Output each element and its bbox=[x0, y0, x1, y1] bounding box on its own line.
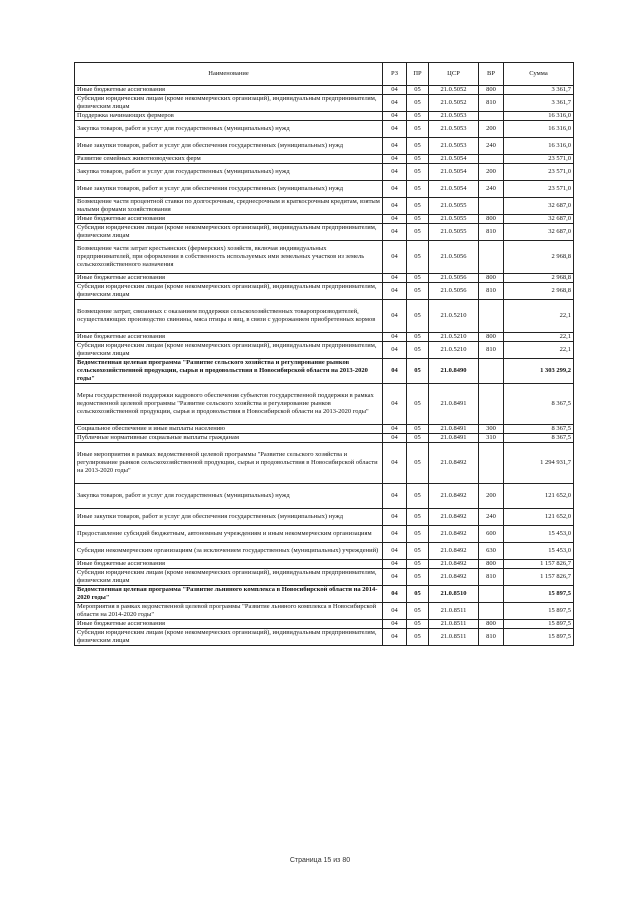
row-name-cell: Субсидии юридическим лицам (кроме некоммерческих организаций), индивидуальным предпринимателям, физическим лицам bbox=[75, 569, 383, 586]
row-rz-cell: 04 bbox=[383, 138, 407, 155]
row-name-cell: Иные бюджетные ассигнования bbox=[75, 274, 383, 283]
row-name-cell: Публичные нормативные социальные выплаты гражданам bbox=[75, 434, 383, 443]
row-pr-cell: 05 bbox=[407, 342, 429, 359]
row-sum-cell: 1 303 299,2 bbox=[504, 359, 574, 384]
header-csr: ЦСР bbox=[429, 63, 479, 86]
table-body bbox=[75, 86, 574, 646]
header-pr: ПР bbox=[407, 63, 429, 86]
table-row bbox=[75, 569, 574, 586]
row-rz-cell: 04 bbox=[383, 300, 407, 333]
row-sum-cell: 23 571,0 bbox=[504, 164, 574, 181]
row-pr-cell: 05 bbox=[407, 95, 429, 112]
row-name-cell: Субсидии некоммерческим организациям (за исключением государственных (муниципальных) учреждений) bbox=[75, 543, 383, 560]
row-csr-cell: 21.0.5056 bbox=[429, 283, 479, 300]
row-vr-cell: 810 bbox=[479, 224, 504, 241]
row-csr-cell: 21.0.5056 bbox=[429, 274, 479, 283]
row-name-cell: Субсидии юридическим лицам (кроме некоммерческих организаций), индивидуальным предпринимателям, физическим лицам bbox=[75, 342, 383, 359]
row-pr-cell: 05 bbox=[407, 86, 429, 95]
row-vr-cell bbox=[479, 586, 504, 603]
row-sum-cell: 22,1 bbox=[504, 333, 574, 342]
row-csr-cell: 21.0.8492 bbox=[429, 509, 479, 526]
row-sum-cell: 16 316,0 bbox=[504, 138, 574, 155]
row-pr-cell: 05 bbox=[407, 384, 429, 425]
row-name-cell: Иные мероприятия в рамках ведомственной целевой программы "Развитие сельского хозяйства и регулирование рынков сельскохозяйственной продукции, сырья и продовольствия в Новосибирской области на 2013-2020 годы" bbox=[75, 443, 383, 484]
table-row bbox=[75, 560, 574, 569]
header-sum: Сумма bbox=[504, 63, 574, 86]
row-csr-cell: 21.0.5053 bbox=[429, 121, 479, 138]
row-sum-cell: 3 361,7 bbox=[504, 86, 574, 95]
row-sum-cell: 3 361,7 bbox=[504, 95, 574, 112]
row-rz-cell: 04 bbox=[383, 181, 407, 198]
row-csr-cell: 21.0.5210 bbox=[429, 300, 479, 333]
row-csr-cell: 21.0.5053 bbox=[429, 112, 479, 121]
row-pr-cell: 05 bbox=[407, 138, 429, 155]
row-rz-cell: 04 bbox=[383, 342, 407, 359]
row-pr-cell: 05 bbox=[407, 181, 429, 198]
row-sum-cell: 23 571,0 bbox=[504, 155, 574, 164]
row-name-cell: Закупка товаров, работ и услуг для государственных (муниципальных) нужд bbox=[75, 164, 383, 181]
row-sum-cell: 121 652,0 bbox=[504, 509, 574, 526]
row-pr-cell: 05 bbox=[407, 241, 429, 274]
row-csr-cell: 21.0.5210 bbox=[429, 342, 479, 359]
row-pr-cell: 05 bbox=[407, 484, 429, 509]
row-name-cell: Иные закупки товаров, работ и услуг для обеспечения государственных (муниципальных) нужд bbox=[75, 181, 383, 198]
row-rz-cell: 04 bbox=[383, 620, 407, 629]
table-row bbox=[75, 443, 574, 484]
row-csr-cell: 21.0.8492 bbox=[429, 526, 479, 543]
row-csr-cell: 21.0.5052 bbox=[429, 86, 479, 95]
table-row bbox=[75, 121, 574, 138]
row-pr-cell: 05 bbox=[407, 300, 429, 333]
row-name-cell: Меры государственной поддержки кадрового обеспечения субъектов государственной поддержки в рамках ведомственной целевой программы "Развитие сельского хозяйства и регулирование рынков сельскохозяйственной продукции, сырья и продовольствия в Новосибирской области на 2013-2020 годы" bbox=[75, 384, 383, 425]
table-row bbox=[75, 224, 574, 241]
row-vr-cell: 300 bbox=[479, 425, 504, 434]
row-pr-cell: 05 bbox=[407, 560, 429, 569]
table-row bbox=[75, 198, 574, 215]
row-pr-cell: 05 bbox=[407, 434, 429, 443]
row-rz-cell: 04 bbox=[383, 95, 407, 112]
row-sum-cell: 15 897,5 bbox=[504, 603, 574, 620]
row-name-cell: Субсидии юридическим лицам (кроме некоммерческих организаций), индивидуальным предпринимателям, физическим лицам bbox=[75, 95, 383, 112]
row-csr-cell: 21.0.8490 bbox=[429, 359, 479, 384]
row-pr-cell: 05 bbox=[407, 274, 429, 283]
table-row bbox=[75, 112, 574, 121]
row-sum-cell: 1 157 826,7 bbox=[504, 569, 574, 586]
table-row bbox=[75, 274, 574, 283]
table-row bbox=[75, 629, 574, 646]
table-row bbox=[75, 155, 574, 164]
table-row bbox=[75, 215, 574, 224]
row-csr-cell: 21.0.5055 bbox=[429, 198, 479, 215]
row-rz-cell: 04 bbox=[383, 283, 407, 300]
row-pr-cell: 05 bbox=[407, 526, 429, 543]
row-csr-cell: 21.0.8491 bbox=[429, 434, 479, 443]
row-rz-cell: 04 bbox=[383, 333, 407, 342]
row-pr-cell: 05 bbox=[407, 359, 429, 384]
row-vr-cell: 800 bbox=[479, 620, 504, 629]
row-vr-cell: 800 bbox=[479, 333, 504, 342]
row-csr-cell: 21.0.5054 bbox=[429, 155, 479, 164]
row-vr-cell: 810 bbox=[479, 95, 504, 112]
row-vr-cell: 310 bbox=[479, 434, 504, 443]
row-pr-cell: 05 bbox=[407, 425, 429, 434]
row-vr-cell: 810 bbox=[479, 629, 504, 646]
table-row bbox=[75, 434, 574, 443]
table-row bbox=[75, 509, 574, 526]
row-csr-cell: 21.0.8491 bbox=[429, 425, 479, 434]
row-pr-cell: 05 bbox=[407, 224, 429, 241]
row-pr-cell: 05 bbox=[407, 543, 429, 560]
table-row bbox=[75, 164, 574, 181]
table-row bbox=[75, 620, 574, 629]
row-vr-cell bbox=[479, 300, 504, 333]
row-sum-cell: 15 897,5 bbox=[504, 620, 574, 629]
header-name: Наименование bbox=[75, 63, 383, 86]
table-row bbox=[75, 283, 574, 300]
row-name-cell: Субсидии юридическим лицам (кроме некоммерческих организаций), индивидуальным предпринимателям, физическим лицам bbox=[75, 283, 383, 300]
row-csr-cell: 21.0.8510 bbox=[429, 586, 479, 603]
row-vr-cell bbox=[479, 384, 504, 425]
row-csr-cell: 21.0.8492 bbox=[429, 560, 479, 569]
row-vr-cell: 600 bbox=[479, 526, 504, 543]
table-row bbox=[75, 241, 574, 274]
row-rz-cell: 04 bbox=[383, 215, 407, 224]
row-rz-cell: 04 bbox=[383, 560, 407, 569]
row-csr-cell: 21.0.5055 bbox=[429, 224, 479, 241]
row-rz-cell: 04 bbox=[383, 224, 407, 241]
row-vr-cell: 810 bbox=[479, 283, 504, 300]
row-sum-cell: 2 968,8 bbox=[504, 283, 574, 300]
header-vr: ВР bbox=[479, 63, 504, 86]
table-row bbox=[75, 181, 574, 198]
row-csr-cell: 21.0.8492 bbox=[429, 484, 479, 509]
row-csr-cell: 21.0.5055 bbox=[429, 215, 479, 224]
row-rz-cell: 04 bbox=[383, 603, 407, 620]
row-vr-cell bbox=[479, 603, 504, 620]
row-sum-cell: 8 367,5 bbox=[504, 434, 574, 443]
row-pr-cell: 05 bbox=[407, 569, 429, 586]
row-sum-cell: 8 367,5 bbox=[504, 425, 574, 434]
row-name-cell: Иные бюджетные ассигнования bbox=[75, 333, 383, 342]
row-pr-cell: 05 bbox=[407, 112, 429, 121]
table-row bbox=[75, 359, 574, 384]
row-rz-cell: 04 bbox=[383, 164, 407, 181]
row-sum-cell: 22,1 bbox=[504, 300, 574, 333]
row-pr-cell: 05 bbox=[407, 603, 429, 620]
row-csr-cell: 21.0.8511 bbox=[429, 603, 479, 620]
row-name-cell: Иные бюджетные ассигнования bbox=[75, 86, 383, 95]
row-rz-cell: 04 bbox=[383, 425, 407, 434]
table-row bbox=[75, 543, 574, 560]
row-sum-cell: 1 294 931,7 bbox=[504, 443, 574, 484]
row-csr-cell: 21.0.8511 bbox=[429, 629, 479, 646]
row-pr-cell: 05 bbox=[407, 215, 429, 224]
row-vr-cell: 800 bbox=[479, 274, 504, 283]
row-name-cell: Иные закупки товаров, работ и услуг для обеспечения государственных (муниципальных) нужд bbox=[75, 138, 383, 155]
table-row bbox=[75, 526, 574, 543]
row-name-cell: Субсидии юридическим лицам (кроме некоммерческих организаций), индивидуальным предпринимателям, физическим лицам bbox=[75, 224, 383, 241]
row-name-cell: Развитие семейных животноводческих ферм bbox=[75, 155, 383, 164]
table-row bbox=[75, 138, 574, 155]
row-rz-cell: 04 bbox=[383, 384, 407, 425]
row-vr-cell bbox=[479, 112, 504, 121]
row-csr-cell: 21.0.5053 bbox=[429, 138, 479, 155]
row-rz-cell: 04 bbox=[383, 543, 407, 560]
row-rz-cell: 04 bbox=[383, 434, 407, 443]
row-csr-cell: 21.0.8492 bbox=[429, 569, 479, 586]
row-vr-cell: 810 bbox=[479, 342, 504, 359]
row-pr-cell: 05 bbox=[407, 620, 429, 629]
row-name-cell: Субсидии юридическим лицам (кроме некоммерческих организаций), индивидуальным предпринимателям, физическим лицам bbox=[75, 629, 383, 646]
row-pr-cell: 05 bbox=[407, 333, 429, 342]
row-sum-cell: 1 157 826,7 bbox=[504, 560, 574, 569]
row-csr-cell: 21.0.8492 bbox=[429, 443, 479, 484]
row-csr-cell: 21.0.8511 bbox=[429, 620, 479, 629]
row-sum-cell: 23 571,0 bbox=[504, 181, 574, 198]
row-rz-cell: 04 bbox=[383, 198, 407, 215]
row-rz-cell: 04 bbox=[383, 241, 407, 274]
table-row bbox=[75, 300, 574, 333]
row-sum-cell: 121 652,0 bbox=[504, 484, 574, 509]
row-rz-cell: 04 bbox=[383, 121, 407, 138]
row-sum-cell: 32 687,0 bbox=[504, 215, 574, 224]
row-sum-cell: 2 968,8 bbox=[504, 241, 574, 274]
row-csr-cell: 21.0.8491 bbox=[429, 384, 479, 425]
row-pr-cell: 05 bbox=[407, 629, 429, 646]
row-sum-cell: 16 316,0 bbox=[504, 112, 574, 121]
row-vr-cell: 240 bbox=[479, 138, 504, 155]
row-vr-cell: 800 bbox=[479, 215, 504, 224]
row-vr-cell bbox=[479, 198, 504, 215]
row-pr-cell: 05 bbox=[407, 198, 429, 215]
row-sum-cell: 32 687,0 bbox=[504, 224, 574, 241]
row-csr-cell: 21.0.5054 bbox=[429, 164, 479, 181]
row-name-cell: Возмещение части процентной ставки по долгосрочным, среднесрочным и краткосрочным кредитам, взятым малыми формами хозяйствования bbox=[75, 198, 383, 215]
row-name-cell: Иные закупки товаров, работ и услуг для обеспечения государственных (муниципальных) нужд bbox=[75, 509, 383, 526]
row-pr-cell: 05 bbox=[407, 586, 429, 603]
row-vr-cell bbox=[479, 155, 504, 164]
row-rz-cell: 04 bbox=[383, 112, 407, 121]
row-csr-cell: 21.0.5210 bbox=[429, 333, 479, 342]
page-number: Страница 15 из 80 bbox=[289, 857, 351, 864]
row-vr-cell bbox=[479, 241, 504, 274]
row-vr-cell: 240 bbox=[479, 509, 504, 526]
row-rz-cell: 04 bbox=[383, 629, 407, 646]
table-row bbox=[75, 384, 574, 425]
row-vr-cell: 200 bbox=[479, 164, 504, 181]
row-name-cell: Поддержка начинающих фермеров bbox=[75, 112, 383, 121]
row-name-cell: Иные бюджетные ассигнования bbox=[75, 560, 383, 569]
table-row bbox=[75, 586, 574, 603]
row-csr-cell: 21.0.5054 bbox=[429, 181, 479, 198]
row-name-cell: Закупка товаров, работ и услуг для государственных (муниципальных) нужд bbox=[75, 484, 383, 509]
row-sum-cell: 15 453,0 bbox=[504, 526, 574, 543]
row-name-cell: Закупка товаров, работ и услуг для государственных (муниципальных) нужд bbox=[75, 121, 383, 138]
table-header-row bbox=[75, 63, 574, 86]
table-row bbox=[75, 333, 574, 342]
row-rz-cell: 04 bbox=[383, 359, 407, 384]
row-vr-cell: 800 bbox=[479, 560, 504, 569]
row-sum-cell: 22,1 bbox=[504, 342, 574, 359]
row-sum-cell: 8 367,5 bbox=[504, 384, 574, 425]
header-rz: РЗ bbox=[383, 63, 407, 86]
table-row bbox=[75, 484, 574, 509]
row-name-cell: Социальное обеспечение и иные выплаты населению bbox=[75, 425, 383, 434]
table-row bbox=[75, 425, 574, 434]
row-vr-cell: 240 bbox=[479, 181, 504, 198]
row-rz-cell: 04 bbox=[383, 155, 407, 164]
row-csr-cell: 21.0.5056 bbox=[429, 241, 479, 274]
row-pr-cell: 05 bbox=[407, 283, 429, 300]
row-vr-cell: 810 bbox=[479, 569, 504, 586]
row-name-cell: Иные бюджетные ассигнования bbox=[75, 215, 383, 224]
table-row bbox=[75, 342, 574, 359]
row-csr-cell: 21.0.5052 bbox=[429, 95, 479, 112]
row-name-cell: Возмещение части затрат крестьянских (фермерских) хозяйств, включая индивидуальных предпринимателей, при оформлении в собственность используемых ими земельных участков из земель сельскохозяйственного назначения bbox=[75, 241, 383, 274]
row-sum-cell: 15 897,5 bbox=[504, 586, 574, 603]
row-vr-cell bbox=[479, 443, 504, 484]
row-sum-cell: 15 897,5 bbox=[504, 629, 574, 646]
row-rz-cell: 04 bbox=[383, 526, 407, 543]
row-csr-cell: 21.0.8492 bbox=[429, 543, 479, 560]
row-rz-cell: 04 bbox=[383, 484, 407, 509]
row-rz-cell: 04 bbox=[383, 509, 407, 526]
row-name-cell: Иные бюджетные ассигнования bbox=[75, 620, 383, 629]
row-vr-cell: 200 bbox=[479, 121, 504, 138]
row-name-cell: Ведомственная целевая программа "Развитие льняного комплекса в Новосибирской области на 2014-2020 годы" bbox=[75, 586, 383, 603]
row-sum-cell: 15 453,0 bbox=[504, 543, 574, 560]
row-pr-cell: 05 bbox=[407, 509, 429, 526]
row-vr-cell bbox=[479, 359, 504, 384]
row-pr-cell: 05 bbox=[407, 443, 429, 484]
row-sum-cell: 32 687,0 bbox=[504, 198, 574, 215]
row-name-cell: Ведомственная целевая программа "Развитие сельского хозяйства и регулирование рынков сельскохозяйственной продукции, сырья и продовольствия в Новосибирской области на 2013-2020 годы" bbox=[75, 359, 383, 384]
row-vr-cell: 630 bbox=[479, 543, 504, 560]
table-row bbox=[75, 95, 574, 112]
row-pr-cell: 05 bbox=[407, 155, 429, 164]
row-rz-cell: 04 bbox=[383, 86, 407, 95]
row-rz-cell: 04 bbox=[383, 443, 407, 484]
row-vr-cell: 800 bbox=[479, 86, 504, 95]
row-name-cell: Предоставление субсидий бюджетным, автономным учреждениям и иным некоммерческим организациям bbox=[75, 526, 383, 543]
row-rz-cell: 04 bbox=[383, 274, 407, 283]
row-sum-cell: 2 968,8 bbox=[504, 274, 574, 283]
row-rz-cell: 04 bbox=[383, 569, 407, 586]
row-vr-cell: 200 bbox=[479, 484, 504, 509]
row-pr-cell: 05 bbox=[407, 164, 429, 181]
row-rz-cell: 04 bbox=[383, 586, 407, 603]
table-row bbox=[75, 86, 574, 95]
budget-table bbox=[74, 62, 574, 646]
row-name-cell: Возмещение затрат, связанных с оказанием поддержки сельскохозяйственных товаропроизводителей, осуществляющих производство свинины, мяса птицы и яиц, в связи с удорожанием приобретенных кормов bbox=[75, 300, 383, 333]
row-sum-cell: 16 316,0 bbox=[504, 121, 574, 138]
row-pr-cell: 05 bbox=[407, 121, 429, 138]
row-name-cell: Мероприятия в рамках ведомственной целевой программы "Развитие льняного комплекса в Новосибирской области на 2014-2020 годы" bbox=[75, 603, 383, 620]
table-row bbox=[75, 603, 574, 620]
